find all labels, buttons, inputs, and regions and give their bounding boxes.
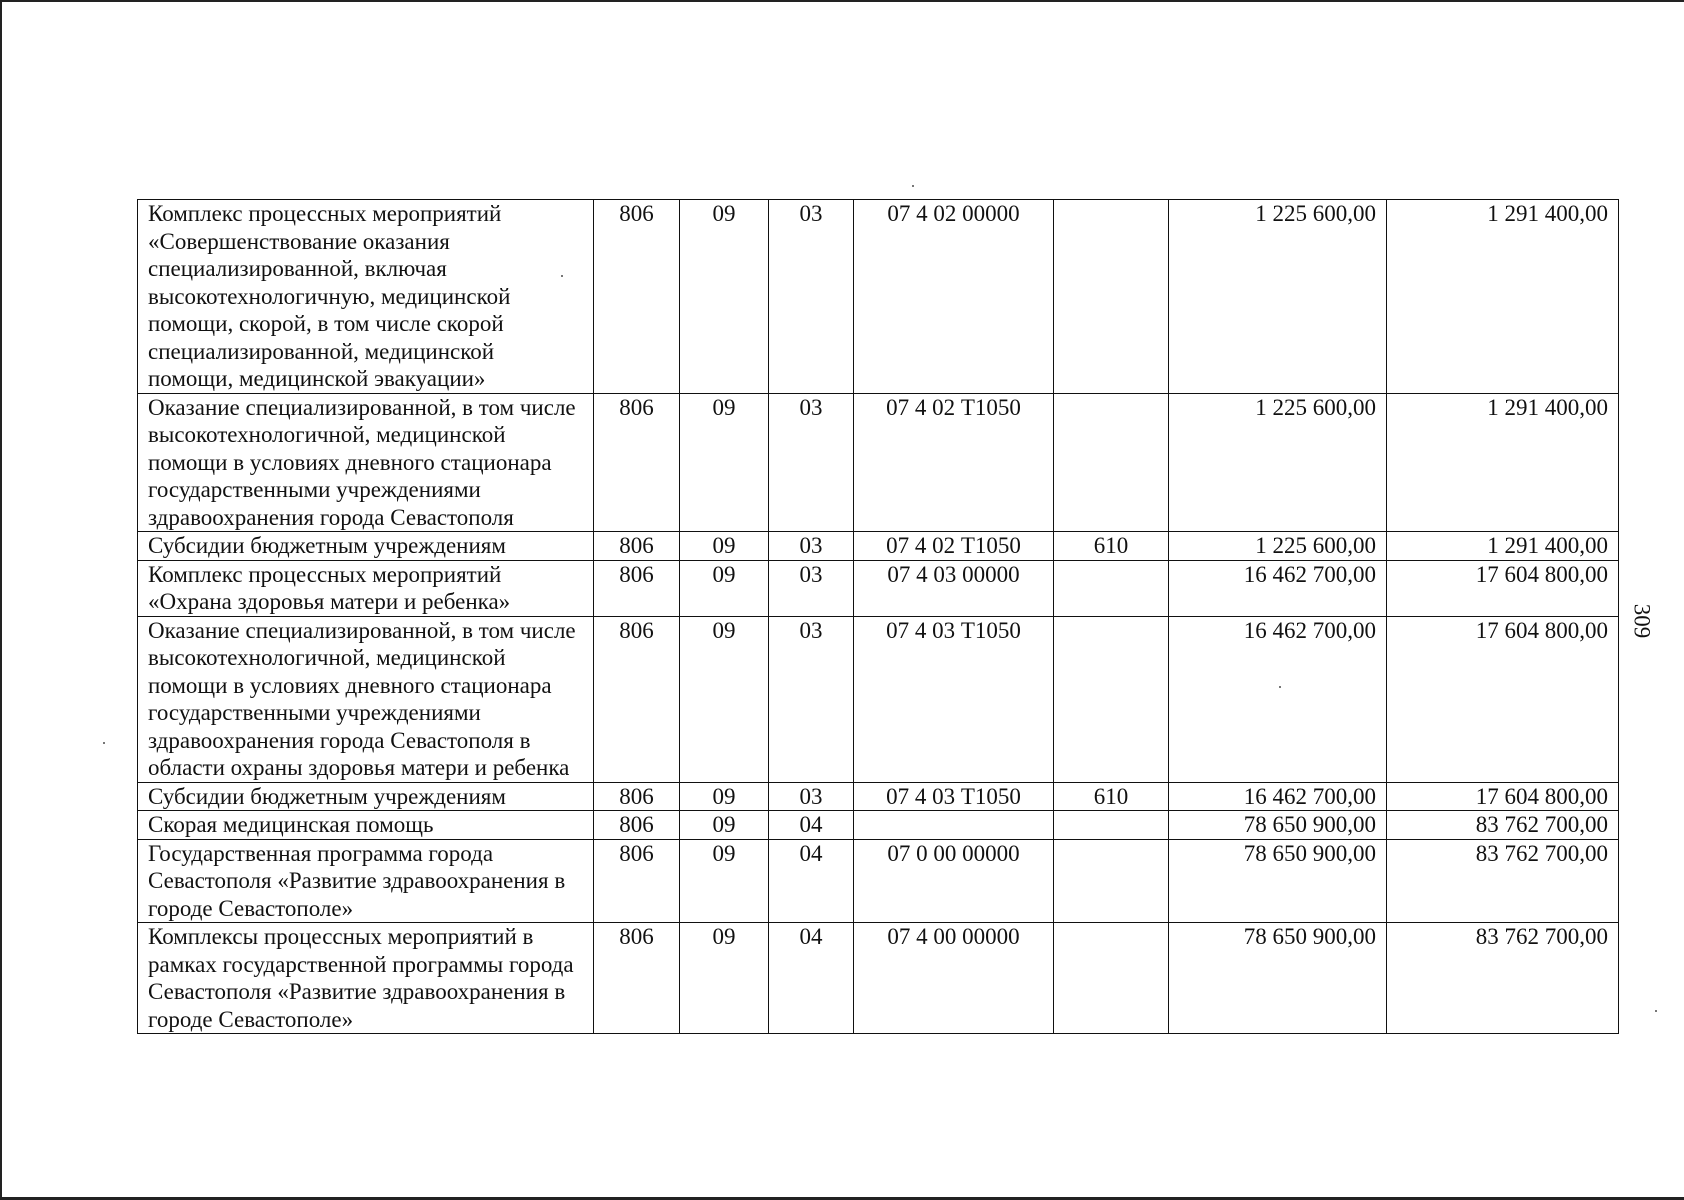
scan-speck xyxy=(103,742,105,744)
amount-year1-cell: 1 225 600,00 xyxy=(1169,393,1387,532)
scan-speck xyxy=(1655,1010,1657,1012)
amount-year2-cell: 83 762 700,00 xyxy=(1387,839,1619,923)
subsection-code-cell: 03 xyxy=(769,393,854,532)
subsection-code-cell: 03 xyxy=(769,560,854,616)
amount-year2-cell: 83 762 700,00 xyxy=(1387,811,1619,840)
scan-edge-left xyxy=(0,0,2,1200)
table-row xyxy=(138,811,1619,840)
department-code-cell: 806 xyxy=(594,393,680,532)
amount-year1-cell: 16 462 700,00 xyxy=(1169,616,1387,782)
table-row xyxy=(138,616,1619,782)
target-article-cell: 07 0 00 00000 xyxy=(854,839,1054,923)
department-code-cell: 806 xyxy=(594,839,680,923)
amount-year2-cell: 1 291 400,00 xyxy=(1387,532,1619,561)
target-article-cell xyxy=(854,811,1054,840)
target-article-cell: 07 4 02 Т1050 xyxy=(854,532,1054,561)
table-row xyxy=(138,393,1619,532)
department-code-cell: 806 xyxy=(594,616,680,782)
expense-type-cell xyxy=(1054,200,1169,394)
table-row xyxy=(138,560,1619,616)
section-code-cell: 09 xyxy=(680,923,769,1034)
table-row xyxy=(138,200,1619,394)
department-code-cell: 806 xyxy=(594,782,680,811)
expense-name-cell: Оказание специализированной, в том числе высокотехнологичной, медицинской помощи в условиях дневного стационара государственными учреждениями здравоохранения города Севастополя xyxy=(138,393,594,532)
subsection-code-cell: 03 xyxy=(769,782,854,811)
department-code-cell: 806 xyxy=(594,811,680,840)
department-code-cell: 806 xyxy=(594,200,680,394)
amount-year1-cell: 78 650 900,00 xyxy=(1169,923,1387,1034)
expense-type-cell xyxy=(1054,839,1169,923)
expense-name-cell: Субсидии бюджетным учреждениям xyxy=(138,532,594,561)
expense-name-cell: Комплексы процессных мероприятий в рамках государственной программы города Севастополя «Развитие здравоохранения в городе Севастополе» xyxy=(138,923,594,1034)
amount-year2-cell: 83 762 700,00 xyxy=(1387,923,1619,1034)
table-row xyxy=(138,532,1619,561)
budget-table-body xyxy=(138,200,1619,1034)
subsection-code-cell: 03 xyxy=(769,200,854,394)
table-row xyxy=(138,839,1619,923)
section-code-cell: 09 xyxy=(680,839,769,923)
department-code-cell: 806 xyxy=(594,923,680,1034)
subsection-code-cell: 04 xyxy=(769,811,854,840)
expense-name-cell: Комплекс процессных мероприятий «Охрана здоровья матери и ребенка» xyxy=(138,560,594,616)
subsection-code-cell: 03 xyxy=(769,616,854,782)
section-code-cell: 09 xyxy=(680,811,769,840)
subsection-code-cell: 04 xyxy=(769,923,854,1034)
page-number: 309 xyxy=(1629,603,1655,639)
scan-speck xyxy=(912,185,914,187)
section-code-cell: 09 xyxy=(680,393,769,532)
amount-year2-cell: 1 291 400,00 xyxy=(1387,200,1619,394)
amount-year1-cell: 1 225 600,00 xyxy=(1169,532,1387,561)
target-article-cell: 07 4 03 Т1050 xyxy=(854,782,1054,811)
department-code-cell: 806 xyxy=(594,532,680,561)
section-code-cell: 09 xyxy=(680,616,769,782)
amount-year1-cell: 78 650 900,00 xyxy=(1169,839,1387,923)
section-code-cell: 09 xyxy=(680,532,769,561)
expense-type-cell xyxy=(1054,393,1169,532)
subsection-code-cell: 04 xyxy=(769,839,854,923)
expense-type-cell: 610 xyxy=(1054,782,1169,811)
expense-name-cell: Оказание специализированной, в том числе высокотехнологичной, медицинской помощи в условиях дневного стационара государственными учреждениями здравоохранения города Севастополя в области охраны здоровья матери и ребенка xyxy=(138,616,594,782)
amount-year1-cell: 16 462 700,00 xyxy=(1169,560,1387,616)
expense-name-cell: Скорая медицинская помощь xyxy=(138,811,594,840)
section-code-cell: 09 xyxy=(680,782,769,811)
subsection-code-cell: 03 xyxy=(769,532,854,561)
amount-year2-cell: 17 604 800,00 xyxy=(1387,782,1619,811)
department-code-cell: 806 xyxy=(594,560,680,616)
section-code-cell: 09 xyxy=(680,200,769,394)
expense-type-cell xyxy=(1054,923,1169,1034)
target-article-cell: 07 4 02 00000 xyxy=(854,200,1054,394)
table-row xyxy=(138,923,1619,1034)
expense-type-cell xyxy=(1054,560,1169,616)
expense-name-cell: Субсидии бюджетным учреждениям xyxy=(138,782,594,811)
expense-name-cell: Комплекс процессных мероприятий «Совершенствование оказания специализированной, включая высокотехнологичную, медицинской помощи, скорой, в том числе скорой специализированной, медицинской помощи, медицинской эвакуации» xyxy=(138,200,594,394)
amount-year1-cell: 16 462 700,00 xyxy=(1169,782,1387,811)
scan-edge-top xyxy=(0,0,1684,2)
budget-table xyxy=(137,199,1619,1034)
amount-year1-cell: 78 650 900,00 xyxy=(1169,811,1387,840)
amount-year2-cell: 1 291 400,00 xyxy=(1387,393,1619,532)
target-article-cell: 07 4 03 Т1050 xyxy=(854,616,1054,782)
table-row xyxy=(138,782,1619,811)
target-article-cell: 07 4 03 00000 xyxy=(854,560,1054,616)
expense-name-cell: Государственная программа города Севастополя «Развитие здравоохранения в городе Севастополе» xyxy=(138,839,594,923)
expense-type-cell: 610 xyxy=(1054,532,1169,561)
target-article-cell: 07 4 00 00000 xyxy=(854,923,1054,1034)
amount-year2-cell: 17 604 800,00 xyxy=(1387,560,1619,616)
section-code-cell: 09 xyxy=(680,560,769,616)
expense-type-cell xyxy=(1054,616,1169,782)
amount-year2-cell: 17 604 800,00 xyxy=(1387,616,1619,782)
target-article-cell: 07 4 02 Т1050 xyxy=(854,393,1054,532)
amount-year1-cell: 1 225 600,00 xyxy=(1169,200,1387,394)
expense-type-cell xyxy=(1054,811,1169,840)
